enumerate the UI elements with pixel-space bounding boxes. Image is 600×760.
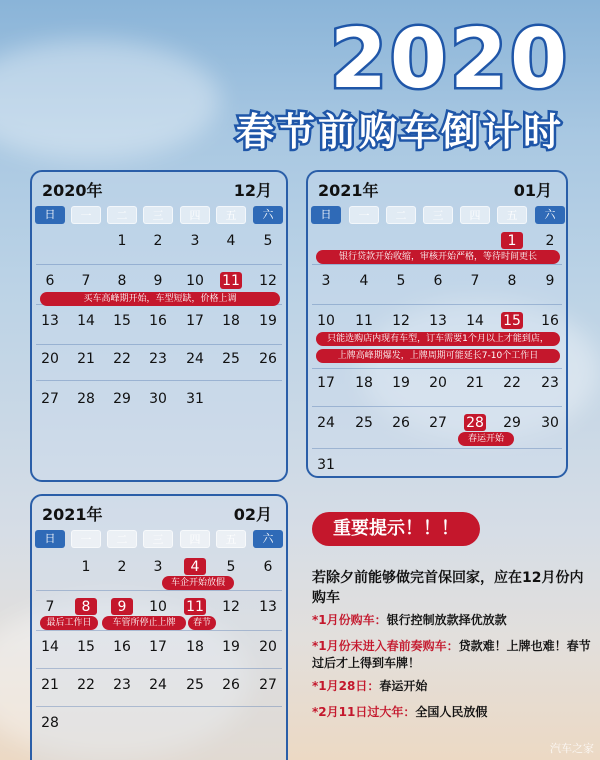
calendar-day: 21 — [466, 375, 484, 391]
weekday-header: 六 — [253, 206, 283, 224]
weekday-header: 六 — [253, 530, 283, 548]
calendar-day: 22 — [113, 351, 131, 367]
notice-item — [312, 678, 596, 695]
calendar-day: 24 — [317, 415, 335, 431]
calendar-february — [30, 494, 288, 760]
calendar-day: 25 — [186, 677, 204, 693]
weekday-header: 四 — [460, 206, 490, 224]
calendar-day: 14 — [41, 639, 59, 655]
event-banner: 最后工作日 — [40, 616, 98, 630]
row-divider — [36, 668, 282, 669]
calendar-day: 9 — [117, 599, 127, 615]
calendar-day: 2 — [117, 559, 127, 575]
calendar-day: 11 — [186, 599, 204, 615]
event-banner: 车管所停止上牌 — [102, 616, 186, 630]
event-banner: 车企开始放假 — [162, 576, 234, 590]
weekday-header: 日 — [35, 206, 65, 224]
page-subtitle: 春节前购车倒计时 — [235, 110, 564, 154]
calendar-day: 20 — [429, 375, 447, 391]
calendar-day: 10 — [149, 599, 167, 615]
calendar-day: 18 — [222, 313, 240, 329]
calendar-day: 2 — [153, 233, 163, 249]
calendar-day: 20 — [41, 351, 59, 367]
calendar-day: 29 — [113, 391, 131, 407]
row-divider — [312, 264, 562, 265]
calendar-day: 12 — [259, 273, 277, 289]
calendar-day: 23 — [113, 677, 131, 693]
calendar-day: 19 — [222, 639, 240, 655]
notice-heading: 重要提示！！！ — [312, 512, 480, 546]
calendar-day: 1 — [507, 233, 517, 249]
calendar-day: 7 — [45, 599, 55, 615]
calendar-day: 23 — [149, 351, 167, 367]
weekday-header: 二 — [386, 206, 416, 224]
calendar-day: 3 — [153, 559, 163, 575]
calendar-day: 21 — [77, 351, 95, 367]
notice-intro: 若除夕前能够做完首保回家，应在12月份内购车 — [312, 570, 584, 606]
calendar-day: 14 — [466, 313, 484, 329]
calendar-day: 31 — [317, 457, 335, 473]
calendar-day: 17 — [149, 639, 167, 655]
event-banner: 上牌高峰期爆发，上牌周期可能延长7-10个工作日 — [316, 349, 560, 363]
calendar-day: 1 — [117, 233, 127, 249]
calendar-day: 20 — [259, 639, 277, 655]
calendar-day: 4 — [226, 233, 236, 249]
weekday-header: 五 — [497, 206, 527, 224]
weekday-header: 日 — [311, 206, 341, 224]
calendar-day: 11 — [355, 313, 373, 329]
calendar-day: 14 — [77, 313, 95, 329]
event-banner: 春节 — [188, 616, 216, 630]
calendar-day: 9 — [153, 273, 163, 289]
calendar-day: 28 — [466, 415, 484, 431]
calendar-day: 7 — [81, 273, 91, 289]
calendar-day: 3 — [190, 233, 200, 249]
notice-item-text: 春运开始 — [379, 679, 428, 693]
calendar-month: 01月 — [513, 181, 552, 200]
calendar-day: 18 — [355, 375, 373, 391]
calendar-day: 5 — [396, 273, 406, 289]
row-divider — [36, 380, 282, 381]
weekday-header: 日 — [35, 530, 65, 548]
row-divider — [36, 264, 282, 265]
calendar-month: 12月 — [233, 181, 272, 200]
row-divider — [36, 630, 282, 631]
calendar-day: 15 — [503, 313, 521, 329]
calendar-day: 12 — [392, 313, 410, 329]
notice-item — [312, 638, 596, 672]
row-divider — [36, 344, 282, 345]
weekday-header: 六 — [535, 206, 565, 224]
calendar-day: 2 — [545, 233, 555, 249]
calendar-day: 30 — [541, 415, 559, 431]
event-banner: 只能选购店内现有车型，订车需要1个月以上才能到店， — [316, 332, 560, 346]
calendar-day: 17 — [186, 313, 204, 329]
event-banner: 银行贷款开始收缩，审核开始严格，等待时间更长 — [316, 250, 560, 264]
weekday-header: 三 — [143, 206, 173, 224]
calendar-day: 12 — [222, 599, 240, 615]
notice-item-key: *1月份购车： — [312, 613, 387, 627]
row-divider — [36, 706, 282, 707]
calendar-day: 7 — [470, 273, 480, 289]
calendar-year: 2021年 — [42, 505, 103, 524]
calendar-day: 3 — [321, 273, 331, 289]
calendar-day: 19 — [259, 313, 277, 329]
calendar-day: 29 — [503, 415, 521, 431]
calendar-day: 25 — [222, 351, 240, 367]
calendar-month: 02月 — [233, 505, 272, 524]
event-banner: 买车高峰期开始，车型短缺，价格上调 — [40, 292, 280, 306]
calendar-day: 30 — [149, 391, 167, 407]
calendar-january — [306, 170, 568, 478]
calendar-year: 2020年 — [42, 181, 103, 200]
calendar-day: 1 — [81, 559, 91, 575]
weekday-header: 四 — [180, 206, 210, 224]
row-divider — [312, 304, 562, 305]
calendar-day: 4 — [190, 559, 200, 575]
calendar-day: 17 — [317, 375, 335, 391]
calendar-day: 27 — [41, 391, 59, 407]
notice-item — [312, 612, 596, 629]
calendar-day: 28 — [77, 391, 95, 407]
calendar-day: 24 — [149, 677, 167, 693]
calendar-day: 13 — [41, 313, 59, 329]
calendar-day: 13 — [259, 599, 277, 615]
weekday-header: 一 — [71, 206, 101, 224]
calendar-day: 18 — [186, 639, 204, 655]
calendar-day: 15 — [113, 313, 131, 329]
weekday-header: 三 — [143, 530, 173, 548]
calendar-day: 16 — [149, 313, 167, 329]
notice-item-key: *2月11日过大年： — [312, 705, 416, 719]
calendar-day: 10 — [317, 313, 335, 329]
calendar-day: 10 — [186, 273, 204, 289]
calendar-day: 24 — [186, 351, 204, 367]
notice-item-text: 贷款难！上牌也难！春节过后才上得到车牌！ — [312, 639, 591, 670]
calendar-day: 13 — [429, 313, 447, 329]
notice-item-text: 银行控制放款择优放款 — [386, 613, 507, 627]
calendar-day: 15 — [77, 639, 95, 655]
weekday-header: 五 — [216, 530, 246, 548]
calendar-day: 27 — [259, 677, 277, 693]
calendar-day: 8 — [117, 273, 127, 289]
notice-item-key: *1月份末进入春前奏购车： — [312, 639, 459, 653]
calendar-day: 27 — [429, 415, 447, 431]
calendar-day: 5 — [263, 233, 273, 249]
calendar-year: 2021年 — [318, 181, 379, 200]
calendar-day: 11 — [222, 273, 240, 289]
row-divider — [312, 406, 562, 407]
calendar-day: 22 — [503, 375, 521, 391]
weekday-header: 五 — [216, 206, 246, 224]
important-notice — [302, 498, 596, 760]
event-banner: 春运开始 — [458, 432, 514, 446]
calendar-day: 8 — [81, 599, 91, 615]
year-title: 2020 — [329, 12, 571, 107]
notice-item-key: *1月28日： — [312, 679, 380, 693]
calendar-day: 5 — [226, 559, 236, 575]
calendar-day: 6 — [45, 273, 55, 289]
watermark: 汽车之家 — [550, 742, 594, 755]
weekday-header: 四 — [180, 530, 210, 548]
notice-item-text: 全国人民放假 — [415, 705, 488, 719]
calendar-day: 16 — [541, 313, 559, 329]
calendar-day: 26 — [259, 351, 277, 367]
weekday-header: 一 — [71, 530, 101, 548]
row-divider — [312, 448, 562, 449]
calendar-day: 26 — [392, 415, 410, 431]
weekday-header: 一 — [349, 206, 379, 224]
weekday-header: 二 — [107, 206, 137, 224]
calendar-day: 19 — [392, 375, 410, 391]
calendar-day: 9 — [545, 273, 555, 289]
calendar-day: 26 — [222, 677, 240, 693]
calendar-december — [30, 170, 288, 482]
calendar-day: 16 — [113, 639, 131, 655]
calendar-day: 28 — [41, 715, 59, 731]
calendar-day: 6 — [263, 559, 273, 575]
calendar-day: 22 — [77, 677, 95, 693]
calendar-day: 6 — [433, 273, 443, 289]
notice-item — [312, 704, 596, 721]
calendar-day: 4 — [359, 273, 369, 289]
calendar-day: 8 — [507, 273, 517, 289]
calendar-day: 25 — [355, 415, 373, 431]
weekday-header: 二 — [107, 530, 137, 548]
calendar-day: 31 — [186, 391, 204, 407]
calendar-day: 21 — [41, 677, 59, 693]
row-divider — [312, 368, 562, 369]
row-divider — [36, 590, 282, 591]
weekday-header: 三 — [423, 206, 453, 224]
calendar-day: 23 — [541, 375, 559, 391]
